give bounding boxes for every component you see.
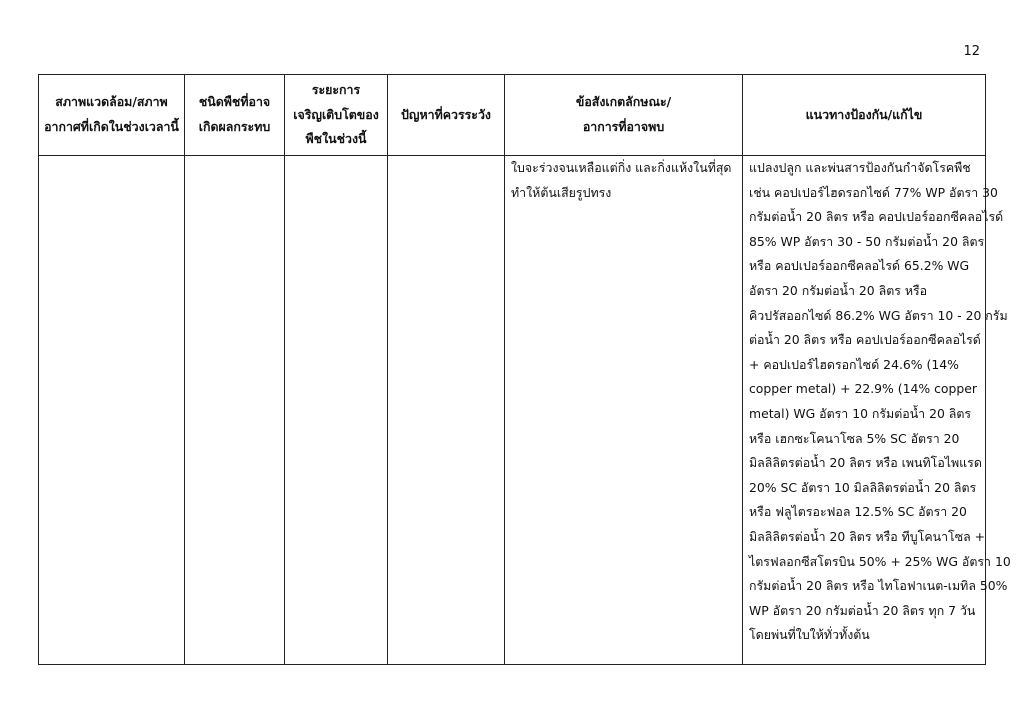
text-line: หรือ คอปเปอร์ออกซีคลอไรด์ 65.2% WG	[749, 258, 970, 274]
text-line: อัตรา 20 กรัมต่อน้ำ 20 ลิตร หรือ	[749, 282, 928, 298]
text-line: ใบจะร่วงจนเหลือแต่กิ่ง และกิ่งแห้งในที่สุด	[511, 160, 732, 175]
text-line: โดยพ่นที่ใบให้ทั่วทั้งต้น	[749, 627, 870, 643]
text-line: metal) WG อัตรา 10 กรัมต่อน้ำ 20 ลิตร	[749, 405, 972, 421]
table-header-row	[39, 75, 986, 156]
page-number: 12	[963, 44, 980, 59]
text-line: 85% WP อัตรา 30 - 50 กรัมต่อน้ำ 20 ลิตร	[749, 233, 985, 249]
text-line: + คอปเปอร์ไฮดรอกไซด์ 24.6% (14%	[749, 356, 959, 372]
cell-observations	[505, 156, 743, 665]
table-row	[39, 156, 986, 665]
text-line: คิวปรัสออกไซด์ 86.2% WG อัตรา 10 - 20 กรัม	[749, 307, 1008, 323]
cell-problems	[388, 156, 505, 665]
header-growth-stage: ระยะการ เจริญเติบโตของ พืชในช่วงนี้	[285, 75, 388, 156]
recommendation-table	[38, 74, 1011, 665]
text-line: WP อัตรา 20 กรัมต่อน้ำ 20 ลิตร ทุก 7 วัน	[749, 602, 976, 618]
text-line: หรือ ฟลูไตรอะฟอล 12.5% SC อัตรา 20	[749, 504, 967, 520]
header-affected-crops: ชนิดพืชที่อาจ เกิดผลกระทบ	[185, 75, 285, 156]
cell-growth-stage	[285, 156, 388, 665]
text-line: ไตรฟลอกซีสโตรบิน 50% + 25% WG อัตรา 10	[749, 553, 1011, 569]
text-line: กรัมต่อน้ำ 20 ลิตร หรือ คอปเปอร์ออกซีคลอไรด์	[749, 209, 1004, 225]
text-line: copper metal) + 22.9% (14% copper	[749, 381, 977, 397]
cell-prevention	[743, 156, 1011, 665]
cell-affected-crops	[185, 156, 285, 665]
text-line: หรือ เฮกซะโคนาโซล 5% SC อัตรา 20	[749, 430, 960, 446]
text-line: มิลลิลิตรต่อน้ำ 20 ลิตร หรือ ทีบูโคนาโซล +	[749, 528, 986, 544]
prevention-text	[749, 156, 1011, 648]
text-line: 20% SC อัตรา 10 มิลลิลิตรต่อน้ำ 20 ลิตร	[749, 479, 977, 495]
header-problems: ปัญหาที่ควรระวัง	[388, 75, 505, 156]
text-line: ทำให้ต้นเสียรูปทรง	[511, 184, 612, 200]
text-line: ต่อน้ำ 20 ลิตร หรือ คอปเปอร์ออกซีคลอไรด์	[749, 332, 981, 348]
observation-text	[511, 156, 736, 205]
text-line: มิลลิลิตรต่อน้ำ 20 ลิตร หรือ เพนทิโอไพแรด	[749, 455, 982, 471]
header-environment: สภาพแวดล้อม/สภาพ อากาศที่เกิดในช่วงเวลานี้	[39, 75, 185, 156]
header-observations: ข้อสังเกตลักษณะ/ อาการที่อาจพบ	[505, 75, 743, 156]
text-line: แปลงปลูก และพ่นสารป้องกันกำจัดโรคพืช	[749, 160, 971, 175]
cell-environment	[39, 156, 185, 665]
header-prevention: แนวทางป้องกัน/แก้ไข	[743, 75, 986, 156]
text-line: เช่น คอปเปอร์ไฮดรอกไซด์ 77% WP อัตรา 30	[749, 184, 998, 200]
text-line: กรัมต่อน้ำ 20 ลิตร หรือ ไทโอฟาเนต-เมทิล 50%	[749, 578, 1008, 594]
